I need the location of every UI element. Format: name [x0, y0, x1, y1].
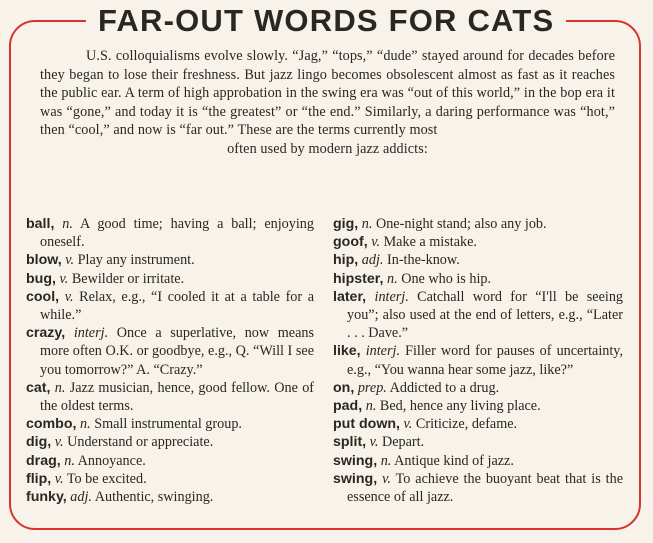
intro-paragraph	[40, 47, 615, 158]
entry-term: pad,	[333, 398, 363, 415]
entry-term: funky,	[26, 489, 67, 506]
entry-pos: n.	[387, 270, 398, 287]
entry-term: gig,	[333, 216, 359, 232]
glossary-entry	[26, 488, 314, 506]
entry-term: swing,	[333, 470, 378, 487]
entry-definition: Catchall word for “I'll be seeing you”; also used at the end of letters, e.g., “Later . . . Dave.”	[347, 288, 624, 342]
entry-definition: Depart.	[382, 434, 425, 451]
glossary-entry	[333, 342, 623, 378]
entry-term: dig,	[26, 434, 52, 451]
entry-term: cool,	[26, 288, 60, 305]
entry-term: hipster,	[333, 270, 384, 287]
glossary-entry	[26, 215, 314, 251]
entry-pos: n.	[64, 452, 75, 469]
entry-definition: Small instrumental group.	[94, 416, 242, 433]
glossary-entry	[333, 288, 623, 343]
entry-pos: v.	[54, 470, 64, 487]
entry-definition: To achieve the buoyant beat that is the essence of all jazz.	[347, 470, 624, 506]
entry-pos: interj.	[73, 325, 109, 342]
glossary-entry	[26, 324, 314, 379]
entry-definition: Antique kind of jazz.	[394, 452, 514, 469]
entry-term: drag,	[26, 452, 61, 469]
glossary-entry	[333, 433, 623, 451]
entry-term: flip,	[26, 470, 52, 487]
entry-term: combo,	[26, 416, 77, 433]
entry-definition: Play any instrument.	[77, 252, 195, 269]
entry-pos: interj.	[365, 343, 400, 360]
page-title: FAR-OUT WORDS FOR CATS	[86, 4, 566, 38]
entry-pos: v.	[54, 434, 64, 451]
entry-pos: v.	[59, 270, 69, 287]
entry-definition: Understand or appreciate.	[67, 434, 214, 451]
entry-definition: Criticize, defame.	[415, 416, 518, 433]
glossary-entry	[333, 397, 623, 415]
entry-pos: adj.	[361, 252, 384, 269]
entry-definition: Addicted to a drug.	[389, 379, 500, 396]
entry-pos: interj.	[374, 288, 409, 305]
glossary-entry	[333, 379, 623, 397]
entry-pos: v.	[369, 434, 379, 451]
entry-term: hip,	[333, 252, 359, 269]
entry-definition: One-night stand; also any job.	[375, 216, 547, 232]
glossary-entry	[26, 379, 314, 415]
entry-term: ball,	[26, 216, 55, 232]
glossary-entry	[26, 470, 314, 488]
glossary-entry	[333, 270, 623, 288]
glossary-entry	[333, 470, 623, 506]
entry-pos: n.	[54, 379, 66, 396]
entry-term: blow,	[26, 252, 62, 269]
glossary-entry	[333, 215, 623, 233]
entry-pos: adj.	[70, 489, 92, 506]
entry-term: split,	[333, 434, 367, 451]
entry-definition: Jazz musician, hence, good fellow. One of the oldest terms.	[40, 379, 315, 415]
entry-definition: Once a superlative, now means more often O.K. or goodbye, e.g., Q. “Will I see you tomorrow?” A. “Crazy.”	[40, 325, 315, 378]
glossary-entry	[333, 452, 623, 470]
entry-definition: Annoyance.	[77, 452, 146, 469]
glossary-right-column	[333, 215, 623, 506]
entry-pos: n.	[365, 398, 377, 415]
entry-definition: Relax, e.g., “I cooled it at a table for a while.”	[40, 288, 315, 324]
entry-term: cat,	[26, 379, 51, 396]
entry-term: crazy,	[26, 325, 66, 342]
glossary-entry	[26, 251, 314, 269]
entry-term: swing,	[333, 452, 378, 469]
entry-definition: To be excited.	[66, 470, 147, 487]
entry-definition: Filler word for pauses of uncertainty, e.g., “You wanna hear some jazz, like?”	[347, 343, 624, 378]
entry-term: on,	[333, 379, 355, 396]
glossary-entry	[333, 251, 623, 269]
entry-definition: One who is hip.	[401, 270, 492, 287]
glossary-entry	[26, 452, 314, 470]
entry-pos: n.	[380, 452, 392, 469]
entry-pos: v.	[371, 234, 381, 251]
entry-pos: v.	[64, 288, 74, 305]
entry-definition: Authentic, swinging.	[94, 489, 214, 506]
entry-definition: A good time; having a ball; enjoying oneself.	[40, 216, 314, 251]
glossary-left-column	[26, 215, 314, 506]
entry-term: put down,	[333, 416, 400, 433]
entry-pos: n.	[80, 416, 91, 433]
glossary-entry	[333, 233, 623, 251]
entry-pos: v.	[65, 252, 75, 269]
entry-pos: n.	[62, 216, 73, 232]
entry-pos: v.	[403, 416, 413, 433]
glossary-entry	[26, 288, 314, 324]
entry-term: bug,	[26, 270, 56, 287]
entry-definition: Bewilder or irritate.	[71, 270, 185, 287]
entry-pos: n.	[361, 216, 373, 232]
glossary-entry	[26, 415, 314, 433]
intro-body: U.S. colloquialisms evolve slowly. “Jag,” “tops,” “dude” stayed around for decades before they began to lose their freshness. But jazz lingo becomes obsolescent almost as fast as it reaches the public ear. A term of high approbation in the swing era was “out of this world,” in the bop era it was “gone,” and today it is “the greatest” or “the end.” Similarly, a daring performance was “hot,” then “cool,” and now is “far out.” These are the terms currently most	[40, 48, 615, 138]
entry-definition: Bed, hence any living place.	[379, 398, 541, 415]
intro-last-line: often used by modern jazz addicts:	[227, 140, 428, 157]
glossary-entry	[26, 433, 314, 451]
entry-term: like,	[333, 343, 361, 360]
glossary-entry	[26, 270, 314, 288]
glossary-entry	[333, 415, 623, 433]
entry-definition: In-the-know.	[387, 252, 460, 269]
entry-term: goof,	[333, 234, 368, 251]
entry-pos: v.	[382, 470, 391, 487]
entry-term: later,	[333, 288, 367, 305]
entry-pos: prep.	[357, 379, 387, 396]
entry-definition: Make a mistake.	[383, 234, 477, 251]
